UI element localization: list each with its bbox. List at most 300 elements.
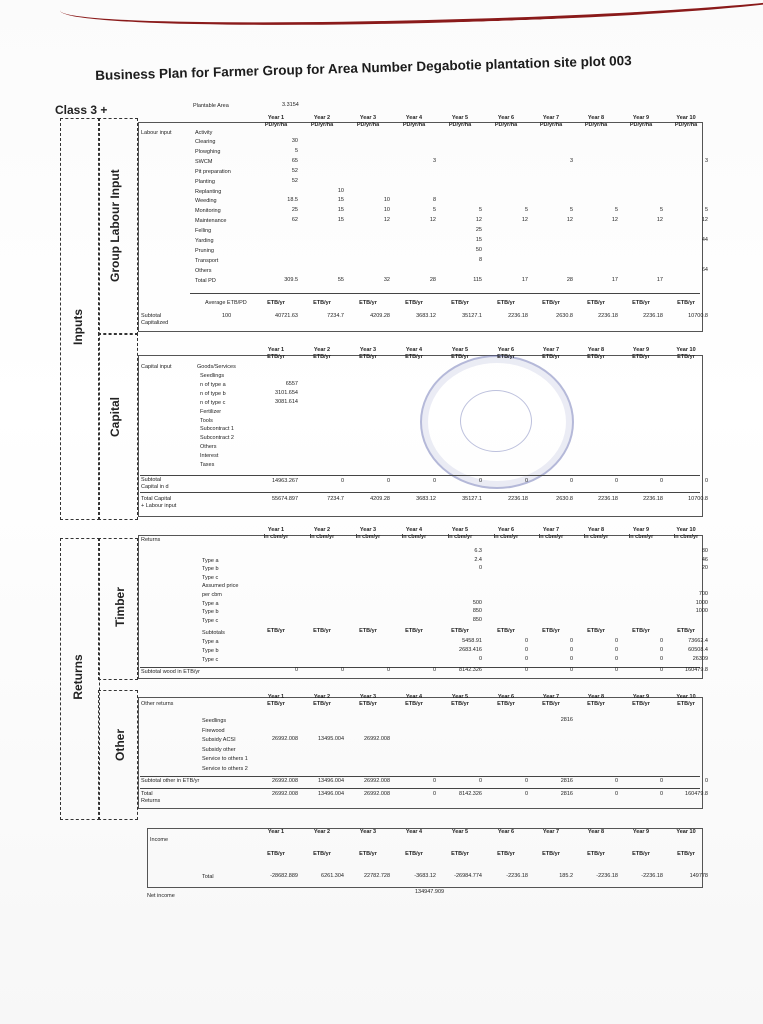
year-header: Year 1 xyxy=(267,347,285,353)
year-unit: ETB/yr xyxy=(632,701,650,707)
capital-item: Taxes xyxy=(200,462,215,468)
labour-subtotal-value: 2236.18 xyxy=(643,313,663,319)
labour-subtotal-label: Subtotal xyxy=(141,313,162,319)
income-year: Year 9 xyxy=(632,829,650,835)
year-header: Year 2 xyxy=(313,347,331,353)
labour-subtotal-value: 40721.63 xyxy=(275,313,298,319)
year-header: Year 7 xyxy=(542,694,560,700)
income-unit: ETB/yr xyxy=(542,851,560,857)
labour-activity: Felling xyxy=(195,228,212,235)
labour-subtotal-value: 2236.18 xyxy=(598,313,618,319)
year-header: Year 5 xyxy=(451,347,469,353)
net-income-value: 134947.909 xyxy=(415,889,445,895)
year-unit: ETB/yr xyxy=(267,354,285,360)
capital-subtotal-value: 0 xyxy=(340,478,344,484)
year-header: Year 9 xyxy=(632,527,650,533)
timber-subtotal-value: 0 xyxy=(524,667,528,673)
year-unit: In cbm/yr xyxy=(673,534,699,540)
page-corner-shadow xyxy=(59,0,763,36)
timber-type-label: Type c xyxy=(202,657,219,663)
net-income-label: Net income xyxy=(147,893,175,899)
income-unit: ETB/yr xyxy=(451,851,469,857)
timber-type-label: Type a xyxy=(202,639,219,645)
timber-type-value: 0 xyxy=(478,656,482,662)
year-header: Year 10 xyxy=(676,115,696,121)
other-total-value: 13496.004 xyxy=(318,791,344,797)
year-unit: In cbm/yr xyxy=(309,534,335,540)
timber-type-value: 0 xyxy=(614,638,618,644)
timber-item: per cbm xyxy=(202,592,222,598)
labour-activity: Pruning xyxy=(195,247,214,254)
year-unit: PD/yr/ha xyxy=(264,122,288,128)
income-label: Income xyxy=(150,837,169,843)
year-header: Year 8 xyxy=(587,694,605,700)
other-subtotal-label: Subtotal other in ETB/yr xyxy=(141,778,200,784)
total-capital-label: Total Capital xyxy=(141,496,172,502)
labour-value: 12 xyxy=(566,217,573,224)
year-unit: PD/yr/ha xyxy=(402,122,426,128)
year-header: Year 8 xyxy=(587,527,605,533)
year-unit: In cbm/yr xyxy=(538,534,564,540)
timber-type-value: 0 xyxy=(659,638,663,644)
year-unit: ETB/yr xyxy=(587,701,605,707)
year-header: Year 6 xyxy=(497,347,515,353)
labour-etb-unit: ETB/yr xyxy=(451,300,469,306)
year-unit: PD/yr/ha xyxy=(494,122,518,128)
capital-value: 6557 xyxy=(285,380,298,387)
labour-etb-unit: ETB/yr xyxy=(632,300,650,306)
year-header: Year 7 xyxy=(542,347,560,353)
other-subtotal-value: 0 xyxy=(524,778,528,784)
income-unit: ETB/yr xyxy=(405,851,423,857)
capital-item: n of type a xyxy=(200,381,226,388)
capital-subtotal-value: 0 xyxy=(386,478,390,484)
income-unit: ETB/yr xyxy=(497,851,515,857)
year-header: Year 6 xyxy=(497,115,515,121)
capital-subtotal-value: 0 xyxy=(659,478,663,484)
other-subtotal-value: 2816 xyxy=(560,778,573,784)
other-item: Subsidy ACSI xyxy=(202,737,236,744)
capital-item: Others xyxy=(200,444,217,451)
timber-subtotal-value: 0 xyxy=(659,667,663,673)
labour-value: 5 xyxy=(294,147,298,154)
year-header: Year 3 xyxy=(359,527,377,533)
year-unit: ETB/yr xyxy=(267,701,285,707)
timber-type-value: 0 xyxy=(659,656,663,662)
labour-value: 62 xyxy=(291,217,298,224)
timber-item: Type b xyxy=(202,609,219,616)
income-year: Year 2 xyxy=(313,829,331,835)
timber-subtotal-label: Subtotal wood in ETB/yr xyxy=(141,669,201,675)
labour-value: 44 xyxy=(701,237,708,243)
other-total-value: 26992.008 xyxy=(272,791,298,797)
year-header: Year 10 xyxy=(676,347,696,353)
capital-subtotal-value: 0 xyxy=(432,478,436,484)
labour-activity: SWCM xyxy=(195,158,213,165)
other-total-value: 0 xyxy=(614,791,618,797)
income-total-value: 185.2 xyxy=(559,873,573,879)
timber-type-value: 2683.416 xyxy=(459,647,482,653)
labour-activity: Weeding xyxy=(195,198,217,205)
average-etb-value: 100 xyxy=(222,313,232,319)
capital-total-value: 2236.18 xyxy=(508,496,528,502)
other-total-value: 8142.326 xyxy=(459,791,482,797)
labour-value: 30 xyxy=(291,138,298,144)
timber-item: Type a xyxy=(202,600,219,607)
labour-value: 28 xyxy=(566,276,573,283)
other-value: 26992.008 xyxy=(272,736,298,743)
labour-subtotal-value: 2236.18 xyxy=(508,313,528,319)
timber-subtotal-value: 0 xyxy=(569,667,573,673)
labour-etb-unit: ETB/yr xyxy=(267,300,285,306)
year-unit: PD/yr/ha xyxy=(356,122,380,128)
labour-activity: Planting xyxy=(195,178,215,185)
labour-activity: Total PD xyxy=(195,277,216,284)
other-total-value: 0 xyxy=(524,791,528,797)
labour-value: 32 xyxy=(383,276,390,283)
other-subtotal-value: 0 xyxy=(432,778,436,784)
labour-value: 50 xyxy=(475,246,482,253)
timber-type-value: 26309 xyxy=(692,656,708,662)
capital-input-label: Capital input xyxy=(141,364,172,370)
year-header: Year 10 xyxy=(676,694,696,700)
capital-subtotal-value: 0 xyxy=(569,478,573,484)
timber-y10-value: 46 xyxy=(701,556,708,563)
timber-type-value: 60508.4 xyxy=(688,647,708,653)
year-header: Year 8 xyxy=(587,115,605,121)
timber-subtotal-value: 0 xyxy=(614,667,618,673)
timber-subtotal-value: 8142.326 xyxy=(459,667,482,673)
year-unit: PD/yr/ha xyxy=(674,122,698,128)
income-total-value: -2236.18 xyxy=(596,873,618,879)
year-unit: In cbm/yr xyxy=(447,534,473,540)
page-title: Business Plan for Farmer Group for Area Number Degabotie plantation site plot 003 xyxy=(95,53,632,83)
labour-value: 17 xyxy=(521,276,528,283)
year-header: Year 7 xyxy=(542,527,560,533)
capital-subtotal-value: 0 xyxy=(524,478,528,484)
other-item: Service to others 2 xyxy=(202,766,248,772)
labour-subtotal-value: 3683.12 xyxy=(416,313,436,319)
labour-value: 52 xyxy=(291,177,298,184)
capital-subtotal-value: 0 xyxy=(704,478,708,484)
timber-subtotal-value: 0 xyxy=(340,667,344,673)
capital-total-value: 10700.8 xyxy=(688,496,708,502)
labour-value: 15 xyxy=(475,237,482,243)
timber-type-value: 0 xyxy=(524,656,528,662)
other-subtotal-value: 0 xyxy=(704,778,708,784)
labour-activity: Plowghing xyxy=(195,148,221,155)
labour-etb-unit: ETB/yr xyxy=(359,300,377,306)
labour-value: 8 xyxy=(432,197,436,204)
income-year: Year 5 xyxy=(451,829,469,835)
labour-subtotal-value: 35127.1 xyxy=(462,313,482,319)
year-unit: ETB/yr xyxy=(497,701,515,707)
timber-type-value: 0 xyxy=(524,638,528,644)
capital-total-value: 35127.1 xyxy=(462,496,482,502)
labour-value: 12 xyxy=(656,217,663,224)
capital-subtotal-value: 0 xyxy=(614,478,618,484)
timber-subtotals-label: Subtotals xyxy=(202,630,225,636)
labour-value: 3 xyxy=(569,157,573,164)
labour-activity: Monitoring xyxy=(195,208,221,215)
timber-type-value: 0 xyxy=(569,638,573,644)
income-total-value: -3683.12 xyxy=(414,873,436,879)
income-year: Year 8 xyxy=(587,829,605,835)
labour-activity: Maintenance xyxy=(195,218,227,225)
timber-item: Type a xyxy=(202,557,219,564)
timber-y10-value: 1000 xyxy=(695,608,708,615)
income-year: Year 7 xyxy=(542,829,560,835)
year-header: Year 8 xyxy=(587,347,605,353)
timber-type-value: 0 xyxy=(614,656,618,662)
goods-services-label: Goods/Services xyxy=(197,364,236,370)
capital-total-value: 3683.12 xyxy=(416,496,436,502)
labour-value: 5 xyxy=(432,207,436,214)
other-total-value: 160479.8 xyxy=(685,791,708,797)
year-unit: ETB/yr xyxy=(677,701,695,707)
labour-activity: Pit preparation xyxy=(195,168,231,175)
year-unit: PD/yr/ha xyxy=(584,122,608,128)
timber-item: Type c xyxy=(202,574,219,581)
plantable-area-label: Plantable Area xyxy=(193,103,229,109)
capital-value: 3101.654 xyxy=(275,389,298,396)
timber-type-value: 0 xyxy=(659,647,663,653)
labour-etb-unit: ETB/yr xyxy=(497,300,515,306)
year-header: Year 1 xyxy=(267,694,285,700)
year-header: Year 9 xyxy=(632,347,650,353)
other-item: Subsidy other xyxy=(202,746,236,753)
labour-value: 17 xyxy=(611,276,618,283)
timber-etb-unit: ETB/yr xyxy=(632,628,650,634)
year-unit: ETB/yr xyxy=(359,701,377,707)
capital-side-label: Capital xyxy=(108,397,122,438)
labour-value: 3 xyxy=(704,157,708,164)
other-total-value: 2816 xyxy=(560,791,573,797)
labour-value: 10 xyxy=(383,207,390,214)
labour-subtotal-value: 10700.8 xyxy=(688,313,708,319)
average-etb-label: Average ETB/PD xyxy=(205,300,247,306)
other-item: Service to others 1 xyxy=(202,756,248,763)
timber-item: Assumed price xyxy=(202,583,239,590)
other-item: Seedlings xyxy=(202,718,227,724)
income-unit: ETB/yr xyxy=(313,851,331,857)
income-year: Year 10 xyxy=(676,829,696,835)
income-total-value: 149778 xyxy=(689,873,708,879)
other-subtotal-value: 0 xyxy=(478,778,482,784)
year-header: Year 9 xyxy=(632,694,650,700)
total-capital-label-2: + Labour input xyxy=(141,503,177,509)
year-unit: PD/yr/ha xyxy=(310,122,334,128)
other-side-label: Other xyxy=(113,729,127,762)
year-unit: ETB/yr xyxy=(451,701,469,707)
labour-activity: Yarding xyxy=(195,238,214,244)
timber-type-value: 0 xyxy=(524,647,528,653)
timber-side-label: Timber xyxy=(113,587,127,627)
activity-label: Activity xyxy=(195,130,213,136)
year-unit: In cbm/yr xyxy=(401,534,427,540)
year-unit: ETB/yr xyxy=(451,354,469,360)
labour-etb-unit: ETB/yr xyxy=(542,300,560,306)
capital-subtotal-label: Subtotal xyxy=(141,477,162,483)
other-total-value: 0 xyxy=(659,791,663,797)
labour-value: 12 xyxy=(475,217,482,224)
year-unit: ETB/yr xyxy=(497,354,515,360)
labour-value: 15 xyxy=(337,217,344,224)
income-year: Year 6 xyxy=(497,829,515,835)
income-total-value: -26984.774 xyxy=(454,873,482,879)
income-unit: ETB/yr xyxy=(267,851,285,857)
labour-etb-unit: ETB/yr xyxy=(405,300,423,306)
other-returns-label: Other returns xyxy=(141,701,174,707)
timber-subtotal-value: 0 xyxy=(294,667,298,673)
capital-in-label: Capital in d xyxy=(141,484,169,490)
capital-total-value: 2236.18 xyxy=(643,496,663,502)
other-subtotal-value: 0 xyxy=(614,778,618,784)
labour-value: 65 xyxy=(291,157,298,164)
capital-item: Interest xyxy=(200,453,219,460)
timber-y10-value: 20 xyxy=(701,565,708,572)
other-value: 26992.008 xyxy=(364,736,390,743)
labour-value: 115 xyxy=(473,276,482,283)
other-subtotal-value: 13496.004 xyxy=(318,778,344,784)
timber-etb-unit: ETB/yr xyxy=(359,628,377,634)
year-unit: ETB/yr xyxy=(677,354,695,360)
year-unit: In cbm/yr xyxy=(583,534,609,540)
year-header: Year 1 xyxy=(267,527,285,533)
returns-side-label: Returns xyxy=(71,654,85,700)
inputs-side-label: Inputs xyxy=(71,309,85,345)
year-header: Year 7 xyxy=(542,115,560,121)
year-unit: ETB/yr xyxy=(405,701,423,707)
timber-y5-value: 0 xyxy=(478,565,482,572)
other-item: Firewood xyxy=(202,727,225,734)
capital-subtotal-value: 14963.267 xyxy=(272,478,298,484)
timber-type-value: 0 xyxy=(569,656,573,662)
labour-subtotal-value: 2630.8 xyxy=(556,313,573,319)
labour-etb-unit: ETB/yr xyxy=(313,300,331,306)
timber-item: Type b xyxy=(202,566,219,573)
timber-type-value: 5458.91 xyxy=(462,638,482,644)
official-stamp-emblem xyxy=(460,390,532,452)
year-header: Year 3 xyxy=(359,694,377,700)
year-header: Year 1 xyxy=(267,115,285,121)
income-year: Year 3 xyxy=(359,829,377,835)
labour-value: 12 xyxy=(383,217,390,224)
timber-etb-unit: ETB/yr xyxy=(587,628,605,634)
labour-input-label: Labour input xyxy=(141,130,172,136)
income-unit: ETB/yr xyxy=(632,851,650,857)
year-header: Year 2 xyxy=(313,115,331,121)
year-header: Year 4 xyxy=(405,347,423,353)
income-total-value: 22782.728 xyxy=(364,873,390,879)
labour-activity: Transport xyxy=(195,257,219,264)
timber-y5-value: 850 xyxy=(472,616,482,623)
capital-item: n of type b xyxy=(200,390,226,397)
year-header: Year 6 xyxy=(497,527,515,533)
year-unit: In cbm/yr xyxy=(493,534,519,540)
timber-etb-unit: ETB/yr xyxy=(313,628,331,634)
income-total-value: -2236.18 xyxy=(506,873,528,879)
other-subtotal-value: 0 xyxy=(659,778,663,784)
labour-value: 5 xyxy=(659,207,663,214)
plantable-area-value: 3.3154 xyxy=(282,102,299,108)
other-divider-2 xyxy=(140,788,700,789)
labour-activity: Clearing xyxy=(195,139,216,145)
year-unit: In cbm/yr xyxy=(628,534,654,540)
timber-subtotal-value: 0 xyxy=(432,667,436,673)
year-header: Year 5 xyxy=(451,115,469,121)
timber-returns-label: Returns xyxy=(141,537,161,543)
timber-subtotal-value: 160479.8 xyxy=(685,667,708,673)
labour-value: 12 xyxy=(429,217,436,224)
labour-value: 10 xyxy=(383,197,390,204)
capital-subtotal-value: 0 xyxy=(478,478,482,484)
labour-value: 15 xyxy=(337,207,344,214)
income-unit: ETB/yr xyxy=(359,851,377,857)
labour-activity: Others xyxy=(195,267,212,274)
labour-value: 10 xyxy=(337,187,344,194)
labour-value: 5 xyxy=(704,207,708,214)
capital-total-value: 2630.8 xyxy=(556,496,573,502)
total-returns-label-2: Returns xyxy=(141,798,161,804)
labour-value: 15 xyxy=(337,197,344,204)
labour-value: 3 xyxy=(432,157,436,164)
other-divider xyxy=(140,776,700,777)
year-unit: PD/yr/ha xyxy=(448,122,472,128)
labour-value: 8 xyxy=(478,256,482,263)
capital-value: 3081.614 xyxy=(275,398,298,405)
labour-divider xyxy=(190,293,700,294)
labour-value: 28 xyxy=(429,276,436,283)
labour-value: 309.5 xyxy=(284,276,298,283)
labour-value: 12 xyxy=(701,217,708,224)
other-subtotal-value: 26992.008 xyxy=(364,778,390,784)
year-unit: PD/yr/ha xyxy=(629,122,653,128)
timber-y10-value: 700 xyxy=(698,591,708,597)
year-header: Year 4 xyxy=(405,694,423,700)
labour-value: 55 xyxy=(337,276,344,283)
capital-item: Seedlings xyxy=(200,373,225,379)
labour-subtotal-value: 7234.7 xyxy=(327,313,344,319)
year-header: Year 4 xyxy=(405,115,423,121)
year-unit: ETB/yr xyxy=(313,354,331,360)
year-unit: In cbm/yr xyxy=(263,534,289,540)
timber-etb-unit: ETB/yr xyxy=(677,628,695,634)
year-header: Year 5 xyxy=(451,527,469,533)
labour-value: 25 xyxy=(475,227,482,234)
labour-activity: Replanting xyxy=(195,188,222,195)
labour-value: 5 xyxy=(478,207,482,214)
timber-etb-unit: ETB/yr xyxy=(497,628,515,634)
capital-divider xyxy=(140,475,700,476)
year-unit: ETB/yr xyxy=(542,354,560,360)
labour-value: 25 xyxy=(291,207,298,214)
income-unit: ETB/yr xyxy=(677,851,695,857)
labour-value: 64 xyxy=(701,266,708,273)
labour-value: 52 xyxy=(291,167,298,174)
income-unit: ETB/yr xyxy=(587,851,605,857)
capital-item: Fertilizer xyxy=(200,408,222,415)
income-total-value: -2236.18 xyxy=(641,873,663,879)
capital-item: n of type c xyxy=(200,399,226,406)
capital-total-value: 4209.28 xyxy=(370,496,390,502)
labour-etb-unit: ETB/yr xyxy=(587,300,605,306)
year-header: Year 5 xyxy=(451,694,469,700)
timber-type-value: 73662.4 xyxy=(688,638,708,644)
other-value: 2816 xyxy=(560,717,573,723)
capital-item: Subcontract 1 xyxy=(200,426,234,433)
labour-value: 5 xyxy=(614,207,618,214)
